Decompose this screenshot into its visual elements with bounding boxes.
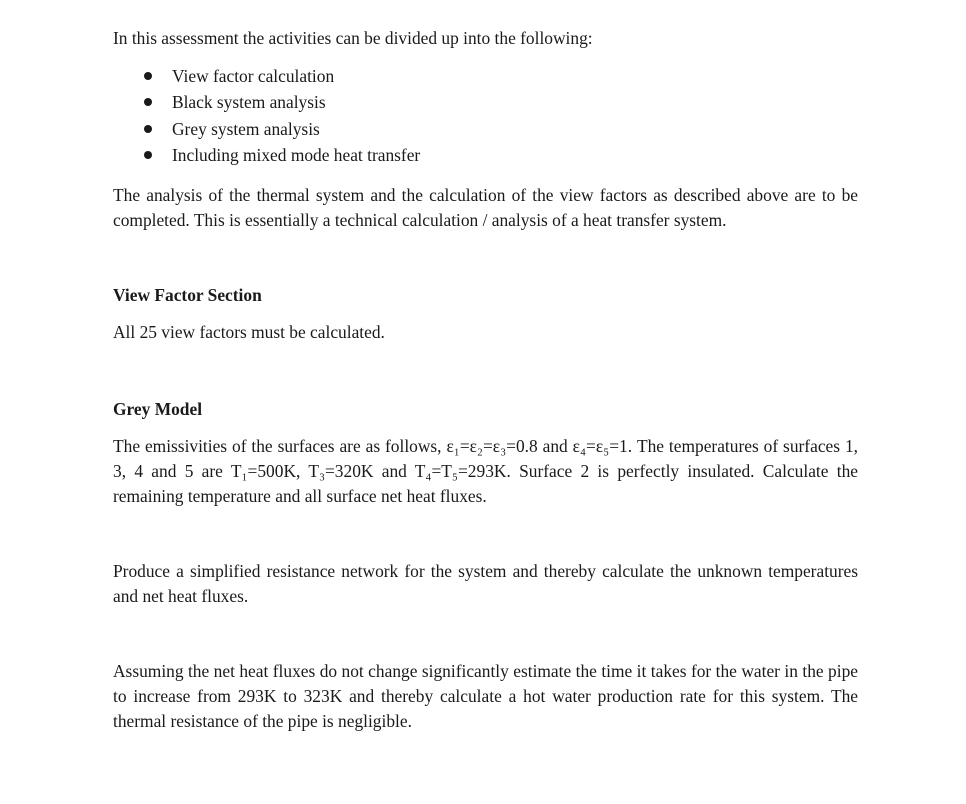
- heating-time-paragraph: Assuming the net heat fluxes do not change significantly estimate the time it takes for the water in the pipe to increase from 293K to 323K and thereby calculate a hot water production rate for this system. The thermal resistance of the pipe is negligible.: [113, 661, 858, 732]
- grey-model-heading: Grey Model: [113, 399, 203, 420]
- list-item: Grey system analysis: [113, 116, 858, 142]
- list-item: Black system analysis: [113, 89, 858, 115]
- view-factor-text: All 25 view factors must be calculated.: [113, 322, 385, 343]
- document-page: [113, 26, 858, 734]
- list-item: View factor calculation: [113, 63, 858, 89]
- intro-text: In this assessment the activities can be divided up into the following:: [113, 28, 593, 48]
- bullet-icon: [144, 125, 152, 133]
- analysis-paragraph: The analysis of the thermal system and the calculation of the view factors as described above are to be completed. This is essentially a technical calculation / analysis of a heat transfer system.: [113, 185, 858, 231]
- resistance-network-paragraph: Produce a simplified resistance network for the system and thereby calculate the unknown temperatures and net heat fluxes.: [113, 561, 858, 607]
- bullet-icon: [144, 98, 152, 106]
- bullet-icon: [144, 151, 152, 159]
- activities-list: [113, 63, 858, 168]
- bullet-icon: [144, 72, 152, 80]
- list-item: Including mixed mode heat transfer: [113, 142, 858, 168]
- view-factor-heading: View Factor Section: [113, 285, 262, 306]
- grey-model-text: The emissivities of the surfaces are as follows, ε₁=ε₂=ε₃=0.8 and ε₄=ε₅=1. The temperatures of surfaces 1, 3, 4 and 5 are T₁=500K, T₃=320K and T₄=T₅=293K. Surface 2 is perfectly insulated. Calculate the remaining temperature and all surface net heat fluxes.: [113, 436, 858, 507]
